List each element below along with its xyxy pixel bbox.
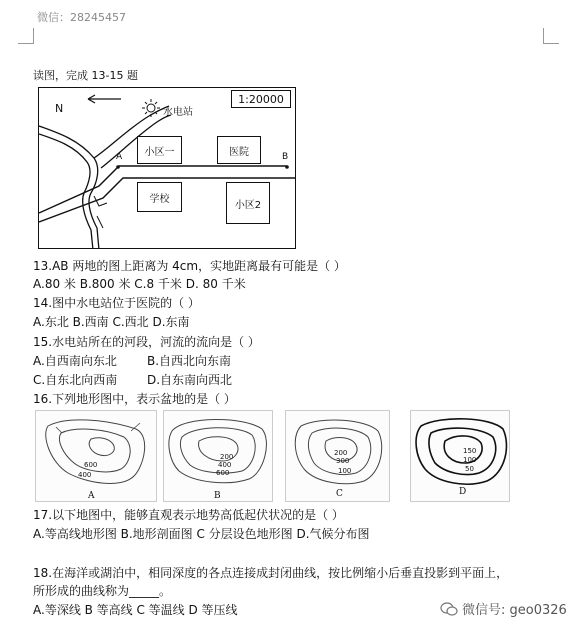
q15-option-c: C.自东北向西南 <box>33 373 118 387</box>
q17-options: A.等高线地形图 B.地形剖面图 C 分层设色地形图 D.气候分布图 <box>33 527 370 541</box>
topomap-c-label: C <box>336 489 343 499</box>
zone2-box: 小区2 <box>226 182 270 224</box>
point-a-label: A <box>116 152 123 162</box>
topomap-d-contour-50: 50 <box>465 465 474 473</box>
topomap-b-contour-600: 600 <box>216 469 230 477</box>
topomap-c-contour-200: 200 <box>334 449 348 457</box>
town-map <box>38 87 296 249</box>
q13-options: A.80 米 B.800 米 C.8 千米 D. 80 千米 <box>33 277 246 291</box>
scale-label: 1:20000 <box>231 90 291 108</box>
school-box: 学校 <box>137 182 182 212</box>
topomap-d-contour-150: 150 <box>463 447 477 455</box>
q13-stem: 13.AB 两地的图上距离为 4cm，实地距离最有可能是（ ） <box>33 259 346 273</box>
corner-mark-top-right <box>543 28 559 44</box>
hospital-box: 医院 <box>217 136 261 164</box>
topomap-d-label: D <box>459 487 467 497</box>
topomap-c-contour-300: 300 <box>336 457 350 465</box>
q14-stem: 14.图中水电站位于医院的（ ） <box>33 296 200 310</box>
watermark-text: 微信号: geo0326 <box>462 603 567 618</box>
topomap-b-contour-400: 400 <box>218 461 232 469</box>
topomap-a-contours <box>36 411 158 503</box>
q15-option-b: B.自西北向东南 <box>147 354 232 368</box>
topomap-c-contour-100: 100 <box>338 467 352 475</box>
topomap-d <box>410 410 510 502</box>
q18-stem-line2: 所形成的曲线称为_____。 <box>33 584 172 598</box>
topomap-b-contour-200: 200 <box>220 453 234 461</box>
topomap-b-label: B <box>214 491 221 501</box>
topomap-a-contour-400: 400 <box>78 471 92 479</box>
topomap-a-contour-600: 600 <box>84 461 98 469</box>
q16-stem: 16.下列地形图中，表示盆地的是（ ） <box>33 392 236 406</box>
topomap-c <box>285 410 390 502</box>
zone1-box: 小区一 <box>137 136 182 164</box>
north-arrow-icon <box>85 94 121 104</box>
header-wechat-id: 微信：28245457 <box>37 11 126 24</box>
topomap-b <box>163 410 273 502</box>
q17-stem: 17.以下地图中，能够直观表示地势高低起伏状况的是（ ） <box>33 508 344 522</box>
q14-options: A.东北 B.西南 C.西北 D.东南 <box>33 315 190 329</box>
topomap-a <box>35 410 157 502</box>
q15-option-d: D.自东南向西北 <box>147 373 233 387</box>
topomap-d-contour-100: 100 <box>463 456 477 464</box>
corner-mark-top-left <box>18 28 34 44</box>
q18-options: A.等深线 B 等高线 C 等温线 D 等压线 <box>33 603 238 617</box>
q15-stem: 15.水电站所在的河段，河流的流向是（ ） <box>33 335 260 349</box>
q18-stem: 18.在海洋或湖泊中，相同深度的各点连接成封闭曲线，按比例缩小后垂直投影到平面上， <box>33 566 509 580</box>
q15-option-a: A.自西南向东北 <box>33 354 117 368</box>
hydro-station-label: 水电站 <box>163 107 193 118</box>
topomap-a-label: A <box>88 491 95 501</box>
wechat-icon <box>440 601 458 617</box>
topomap-b-contours <box>164 411 274 503</box>
wechat-watermark <box>440 599 567 618</box>
intro-text: 读图，完成 13-15 题 <box>33 69 138 82</box>
point-b-label: B <box>282 152 289 162</box>
north-label: N <box>55 102 64 115</box>
